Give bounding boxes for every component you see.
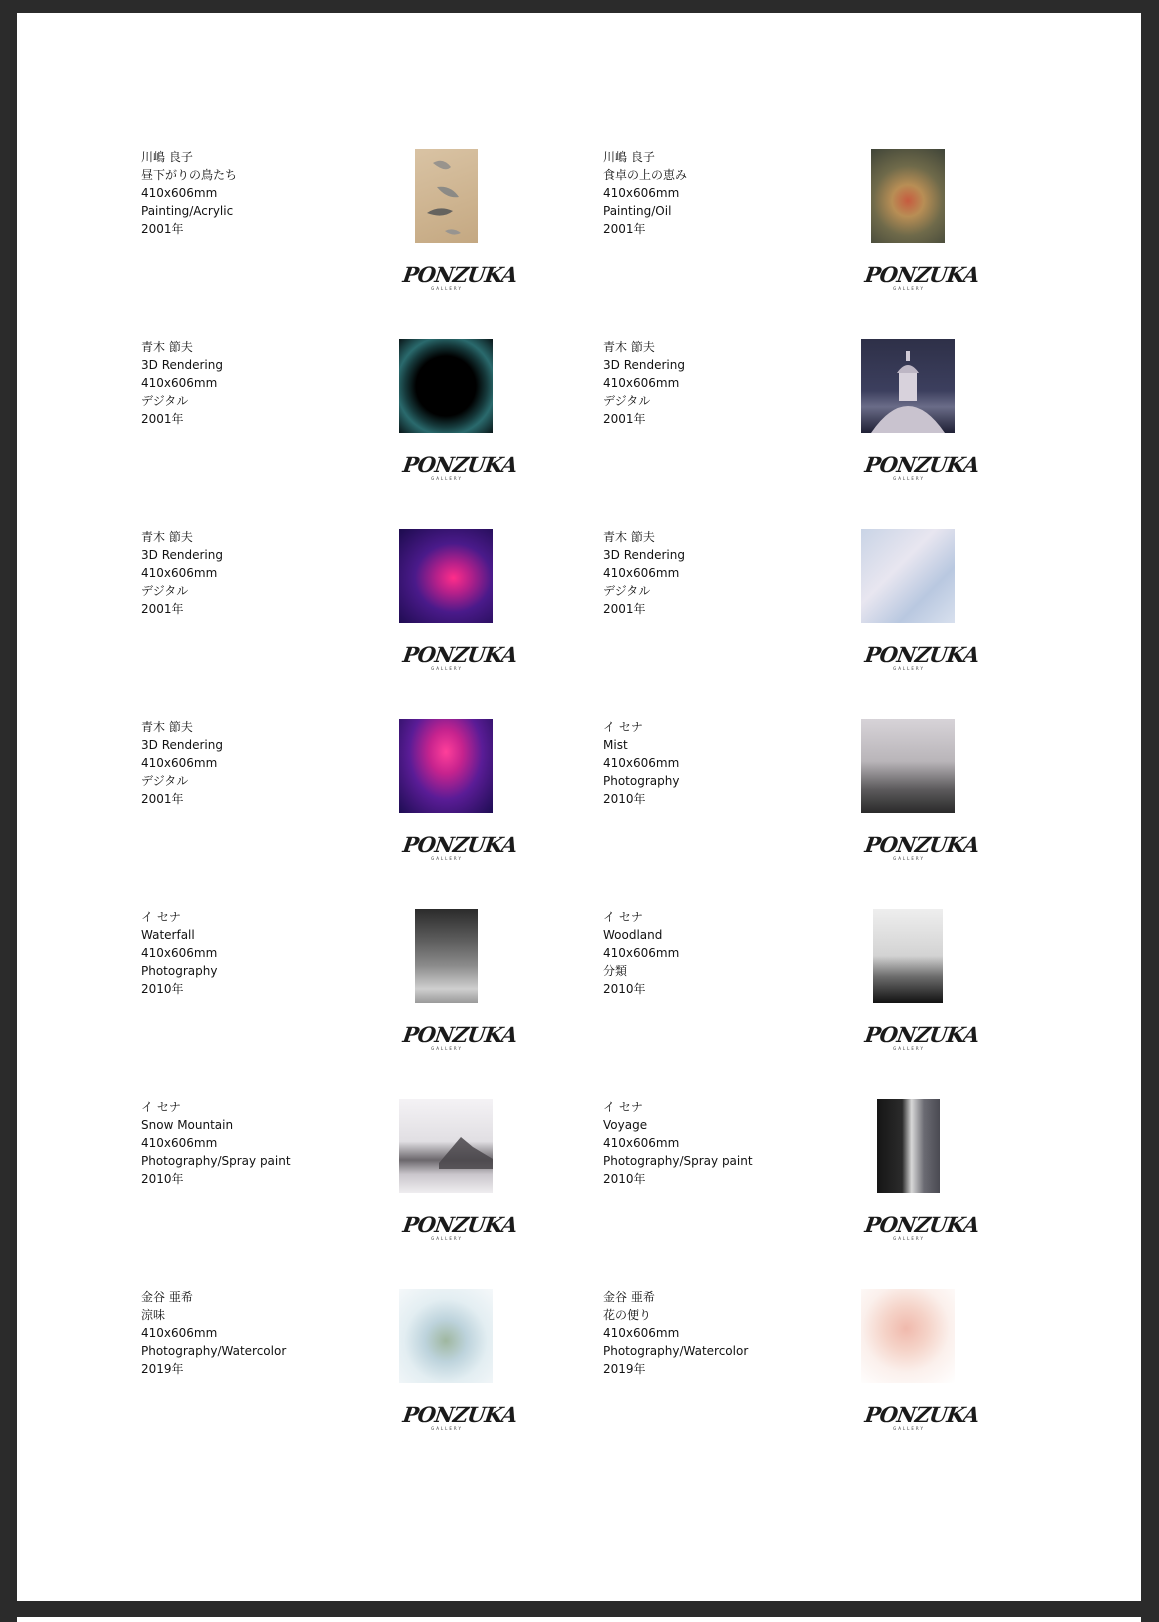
logo-wordmark: PONZUKA bbox=[401, 1212, 519, 1237]
logo-subtext: GALLERY bbox=[893, 286, 925, 291]
logo-wordmark: PONZUKA bbox=[863, 262, 981, 287]
logo-wordmark: PONZUKA bbox=[401, 262, 519, 287]
artist-name: 川嶋 良子 bbox=[603, 150, 655, 164]
artwork-size: 410x606mm bbox=[141, 1326, 218, 1340]
artwork-size: 410x606mm bbox=[141, 946, 218, 960]
artwork-title: 3D Rendering bbox=[141, 738, 223, 752]
ponzuka-logo bbox=[863, 262, 981, 292]
artwork-silk-waves-icon bbox=[861, 529, 955, 623]
artist-name: イ セナ bbox=[603, 720, 643, 734]
logo-wordmark: PONZUKA bbox=[863, 452, 981, 477]
ponzuka-logo bbox=[401, 832, 519, 862]
artwork-size: 410x606mm bbox=[603, 186, 680, 200]
logo-wordmark: PONZUKA bbox=[863, 1212, 981, 1237]
ponzuka-logo bbox=[401, 1212, 519, 1242]
artwork-entry bbox=[141, 528, 601, 688]
artwork-medium: デジタル bbox=[603, 584, 651, 598]
artwork-year: 2010年 bbox=[603, 1172, 646, 1186]
artwork-info bbox=[603, 528, 843, 618]
artwork-info bbox=[603, 148, 843, 238]
artwork-entry bbox=[141, 718, 601, 878]
artwork-misty-forest-icon bbox=[861, 719, 955, 813]
artwork-entry bbox=[603, 148, 1063, 308]
artwork-medium: Photography/Watercolor bbox=[141, 1344, 287, 1358]
artwork-info bbox=[141, 338, 381, 428]
artwork-entry bbox=[141, 338, 601, 498]
artwork-title: 昼下がりの鳥たち bbox=[141, 168, 238, 182]
logo-subtext: GALLERY bbox=[431, 666, 463, 671]
artwork-info bbox=[603, 1288, 843, 1378]
logo-wordmark: PONZUKA bbox=[401, 832, 519, 857]
artwork-info bbox=[603, 718, 843, 808]
artwork-entry bbox=[603, 338, 1063, 498]
artwork-woodland-icon bbox=[873, 909, 943, 1003]
artwork-info bbox=[603, 338, 843, 428]
artwork-year: 2010年 bbox=[141, 1172, 184, 1186]
artwork-year: 2019年 bbox=[141, 1362, 184, 1376]
logo-wordmark: PONZUKA bbox=[863, 832, 981, 857]
artwork-ocean-shore-icon bbox=[877, 1099, 940, 1193]
artwork-size: 410x606mm bbox=[141, 186, 218, 200]
artwork-info bbox=[141, 1098, 381, 1188]
artwork-year: 2001年 bbox=[141, 412, 184, 426]
logo-wordmark: PONZUKA bbox=[863, 1022, 981, 1047]
artwork-medium: デジタル bbox=[141, 584, 189, 598]
artwork-title: Mist bbox=[603, 738, 628, 752]
logo-subtext: GALLERY bbox=[431, 476, 463, 481]
artwork-birds-painting-icon bbox=[415, 149, 478, 243]
artwork-year: 2001年 bbox=[141, 602, 184, 616]
artwork-medium: デジタル bbox=[603, 394, 651, 408]
artwork-dark-vortex-icon bbox=[399, 339, 493, 433]
logo-subtext: GALLERY bbox=[431, 1426, 463, 1431]
ponzuka-logo bbox=[401, 1022, 519, 1052]
logo-wordmark: PONZUKA bbox=[863, 642, 981, 667]
artwork-info bbox=[141, 528, 381, 618]
logo-subtext: GALLERY bbox=[431, 1236, 463, 1241]
artwork-pink-abstract-icon bbox=[399, 529, 493, 623]
artist-name: 青木 節夫 bbox=[141, 530, 193, 544]
ponzuka-logo bbox=[401, 452, 519, 482]
artwork-watercolor-rose-icon bbox=[861, 1289, 955, 1383]
artwork-title: 3D Rendering bbox=[603, 358, 685, 372]
artwork-flower-still-life-icon bbox=[871, 149, 945, 243]
artwork-title: 3D Rendering bbox=[141, 548, 223, 562]
artwork-info bbox=[603, 1098, 843, 1188]
ponzuka-logo bbox=[401, 1402, 519, 1432]
ponzuka-logo bbox=[401, 262, 519, 292]
artwork-size: 410x606mm bbox=[141, 1136, 218, 1150]
artist-name: 青木 節夫 bbox=[141, 720, 193, 734]
artwork-size: 410x606mm bbox=[603, 946, 680, 960]
artwork-title: Waterfall bbox=[141, 928, 195, 942]
ponzuka-logo bbox=[863, 642, 981, 672]
artist-name: イ セナ bbox=[141, 1100, 181, 1114]
ponzuka-logo bbox=[863, 832, 981, 862]
logo-subtext: GALLERY bbox=[893, 666, 925, 671]
artwork-info bbox=[141, 908, 381, 998]
logo-wordmark: PONZUKA bbox=[401, 642, 519, 667]
artwork-medium: Photography bbox=[141, 964, 218, 978]
artwork-title: Voyage bbox=[603, 1118, 648, 1132]
artwork-entry bbox=[603, 1098, 1063, 1258]
artwork-size: 410x606mm bbox=[603, 1136, 680, 1150]
artwork-title: Snow Mountain bbox=[141, 1118, 234, 1132]
artwork-watercolor-bouquet-icon bbox=[399, 1289, 493, 1383]
artist-name: 青木 節夫 bbox=[141, 340, 193, 354]
artwork-entry bbox=[141, 1288, 601, 1448]
artwork-entry bbox=[141, 1098, 601, 1258]
ponzuka-logo bbox=[401, 642, 519, 672]
artwork-title: 食卓の上の恵み bbox=[603, 168, 688, 182]
artwork-title: 3D Rendering bbox=[141, 358, 223, 372]
artwork-medium: デジタル bbox=[141, 774, 189, 788]
artwork-title: 花の便り bbox=[603, 1308, 652, 1322]
ponzuka-logo bbox=[863, 452, 981, 482]
artist-name: イ セナ bbox=[603, 910, 643, 924]
catalog-page bbox=[17, 13, 1141, 1601]
logo-subtext: GALLERY bbox=[893, 856, 925, 861]
artwork-title: Woodland bbox=[603, 928, 663, 942]
artwork-info bbox=[141, 1288, 381, 1378]
logo-subtext: GALLERY bbox=[893, 1046, 925, 1051]
artwork-title: 涼味 bbox=[141, 1308, 166, 1322]
artwork-year: 2001年 bbox=[603, 222, 646, 236]
artwork-waterfall-icon bbox=[415, 909, 478, 1003]
artwork-size: 410x606mm bbox=[141, 756, 218, 770]
artwork-medium: デジタル bbox=[141, 394, 189, 408]
logo-wordmark: PONZUKA bbox=[401, 1022, 519, 1047]
logo-wordmark: PONZUKA bbox=[401, 452, 519, 477]
artwork-year: 2019年 bbox=[603, 1362, 646, 1376]
logo-wordmark: PONZUKA bbox=[863, 1402, 981, 1427]
artwork-entry bbox=[603, 1288, 1063, 1448]
artwork-size: 410x606mm bbox=[141, 566, 218, 580]
artwork-entry bbox=[141, 908, 601, 1068]
artwork-size: 410x606mm bbox=[141, 376, 218, 390]
artwork-medium: 分類 bbox=[603, 964, 628, 978]
artwork-medium: Photography bbox=[603, 774, 680, 788]
artwork-medium: Photography/Spray paint bbox=[603, 1154, 753, 1168]
ponzuka-logo bbox=[863, 1212, 981, 1242]
artist-name: 川嶋 良子 bbox=[141, 150, 193, 164]
artwork-year: 2001年 bbox=[603, 602, 646, 616]
artist-name: 金谷 亜希 bbox=[141, 1290, 193, 1304]
artwork-year: 2001年 bbox=[141, 792, 184, 806]
artwork-size: 410x606mm bbox=[603, 566, 680, 580]
logo-subtext: GALLERY bbox=[431, 856, 463, 861]
artwork-size: 410x606mm bbox=[603, 756, 680, 770]
artwork-year: 2010年 bbox=[603, 982, 646, 996]
artwork-info bbox=[141, 148, 381, 238]
artist-name: 青木 節夫 bbox=[603, 530, 655, 544]
artwork-entry bbox=[603, 528, 1063, 688]
artwork-medium: Photography/Watercolor bbox=[603, 1344, 749, 1358]
artwork-year: 2010年 bbox=[141, 982, 184, 996]
artwork-dome-render-icon bbox=[861, 339, 955, 433]
artwork-medium: Painting/Acrylic bbox=[141, 204, 234, 218]
artwork-info bbox=[603, 908, 843, 998]
next-page-edge bbox=[17, 1617, 1141, 1622]
logo-wordmark: PONZUKA bbox=[401, 1402, 519, 1427]
artwork-pink-abstract-2-icon bbox=[399, 719, 493, 813]
artwork-title: 3D Rendering bbox=[603, 548, 685, 562]
artwork-info bbox=[141, 718, 381, 808]
artwork-medium: Photography/Spray paint bbox=[141, 1154, 291, 1168]
logo-subtext: GALLERY bbox=[431, 286, 463, 291]
artwork-year: 2010年 bbox=[603, 792, 646, 806]
artwork-year: 2001年 bbox=[141, 222, 184, 236]
ponzuka-logo bbox=[863, 1022, 981, 1052]
artwork-size: 410x606mm bbox=[603, 376, 680, 390]
logo-subtext: GALLERY bbox=[431, 1046, 463, 1051]
artwork-snow-mountain-icon bbox=[399, 1099, 493, 1193]
artist-name: 青木 節夫 bbox=[603, 340, 655, 354]
artist-name: イ セナ bbox=[603, 1100, 643, 1114]
artwork-entry bbox=[141, 148, 601, 308]
logo-subtext: GALLERY bbox=[893, 1426, 925, 1431]
artwork-medium: Painting/Oil bbox=[603, 204, 672, 218]
artwork-entry bbox=[603, 908, 1063, 1068]
artwork-entry bbox=[603, 718, 1063, 878]
artwork-size: 410x606mm bbox=[603, 1326, 680, 1340]
logo-subtext: GALLERY bbox=[893, 1236, 925, 1241]
logo-subtext: GALLERY bbox=[893, 476, 925, 481]
artwork-year: 2001年 bbox=[603, 412, 646, 426]
artist-name: イ セナ bbox=[141, 910, 181, 924]
ponzuka-logo bbox=[863, 1402, 981, 1432]
artist-name: 金谷 亜希 bbox=[603, 1290, 655, 1304]
